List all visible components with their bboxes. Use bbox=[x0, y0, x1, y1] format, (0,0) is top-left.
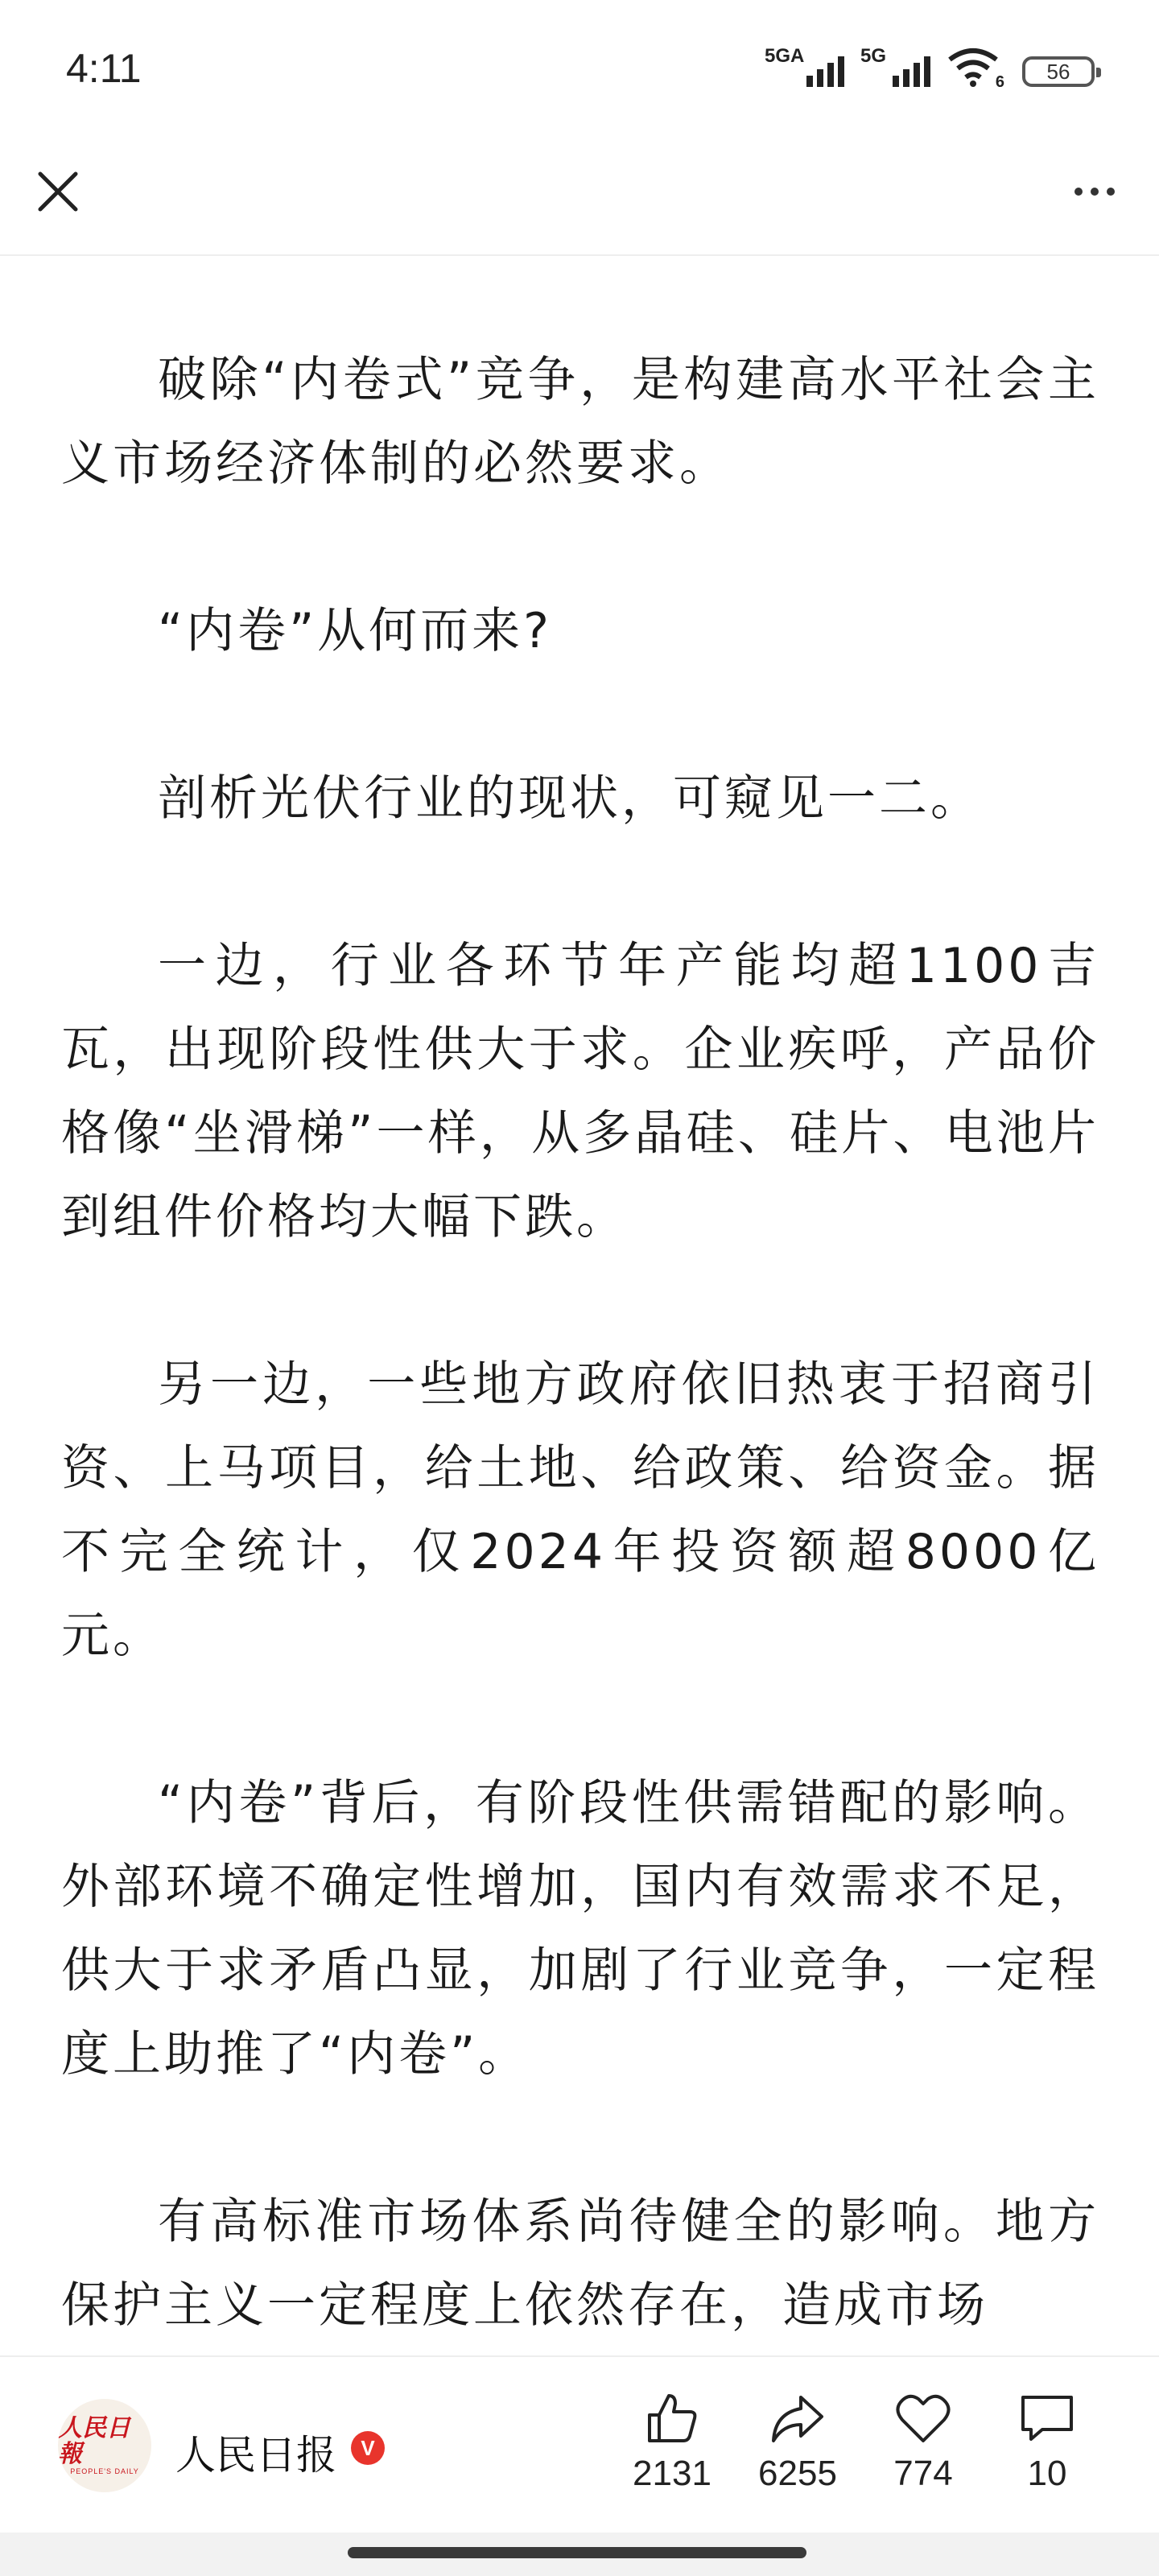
home-indicator[interactable] bbox=[348, 2547, 806, 2558]
article-paragraph: 一边，行业各环节年产能均超1100吉瓦，出现阶段性供大于求。企业疾呼，产品价格像“坐滑梯”一样，从多晶硅、硅片、电池片到组件价格均大幅下跌。 bbox=[61, 938, 1099, 1245]
avatar[interactable] bbox=[58, 2399, 151, 2492]
avatar-logo-text: 人民日報 bbox=[58, 2414, 130, 2468]
sim2-label: 5G bbox=[860, 45, 887, 67]
account-name[interactable]: 人民日报 bbox=[175, 2432, 336, 2479]
sim1-label: 5GA bbox=[765, 45, 805, 67]
signal-icon-sim1 bbox=[765, 45, 844, 87]
more-button[interactable] bbox=[1062, 166, 1127, 217]
comment-count: 10 bbox=[1027, 2454, 1067, 2493]
share-icon bbox=[769, 2389, 827, 2447]
thumbs-up-icon bbox=[643, 2389, 701, 2447]
bottom-action-bar bbox=[0, 2355, 1159, 2534]
share-button[interactable] bbox=[745, 2389, 850, 2494]
close-button[interactable] bbox=[32, 166, 84, 217]
like-button[interactable] bbox=[620, 2389, 724, 2494]
gesture-area bbox=[0, 2533, 1159, 2576]
article-paragraph: 另一边，一些地方政府依旧热衷于招商引资、上马项目，给土地、给政策、给资金。据不完全统计，仅2024年投资额超8000亿元。 bbox=[61, 1356, 1099, 1664]
heart-icon bbox=[894, 2389, 952, 2447]
like-count: 2131 bbox=[633, 2454, 711, 2493]
article-paragraph: 有高标准市场体系尚待健全的影响。地方保护主义一定程度上依然存在，造成市场 bbox=[61, 2194, 1099, 2334]
status-time: 4:11 bbox=[66, 46, 142, 91]
favorite-count: 774 bbox=[893, 2454, 953, 2493]
share-count: 6255 bbox=[758, 2454, 837, 2493]
article-body bbox=[61, 338, 1099, 2431]
article-paragraph: “内卷”背后，有阶段性供需错配的影响。外部环境不确定性增加，国内有效需求不足，供大于求矛盾凸显，加剧了行业竞争，一定程度上助推了“内卷”。 bbox=[61, 1775, 1099, 2083]
avatar-subtext: PEOPLE'S DAILY bbox=[70, 2467, 139, 2475]
battery-level: 56 bbox=[1046, 59, 1070, 84]
wifi-sub: 6 bbox=[995, 73, 1004, 91]
more-horizontal-icon bbox=[1074, 188, 1083, 196]
article-paragraph: 剖析光伏行业的现状，可窥见一二。 bbox=[158, 770, 982, 827]
favorite-button[interactable] bbox=[871, 2389, 975, 2494]
wifi-icon bbox=[947, 47, 1004, 91]
top-nav bbox=[0, 142, 1159, 256]
close-icon bbox=[32, 166, 84, 217]
signal-icon-sim2 bbox=[860, 45, 930, 87]
battery-icon bbox=[1022, 56, 1095, 87]
article-paragraph: 破除“内卷式”竞争，是构建高水平社会主义市场经济体制的必然要求。 bbox=[61, 352, 1099, 492]
verified-badge-icon: V bbox=[351, 2431, 385, 2465]
article-paragraph: “内卷”从何而来? bbox=[158, 603, 553, 659]
comment-button[interactable] bbox=[995, 2389, 1099, 2494]
status-bar bbox=[0, 0, 1159, 142]
comment-icon bbox=[1018, 2389, 1076, 2447]
status-icons bbox=[765, 45, 1095, 91]
